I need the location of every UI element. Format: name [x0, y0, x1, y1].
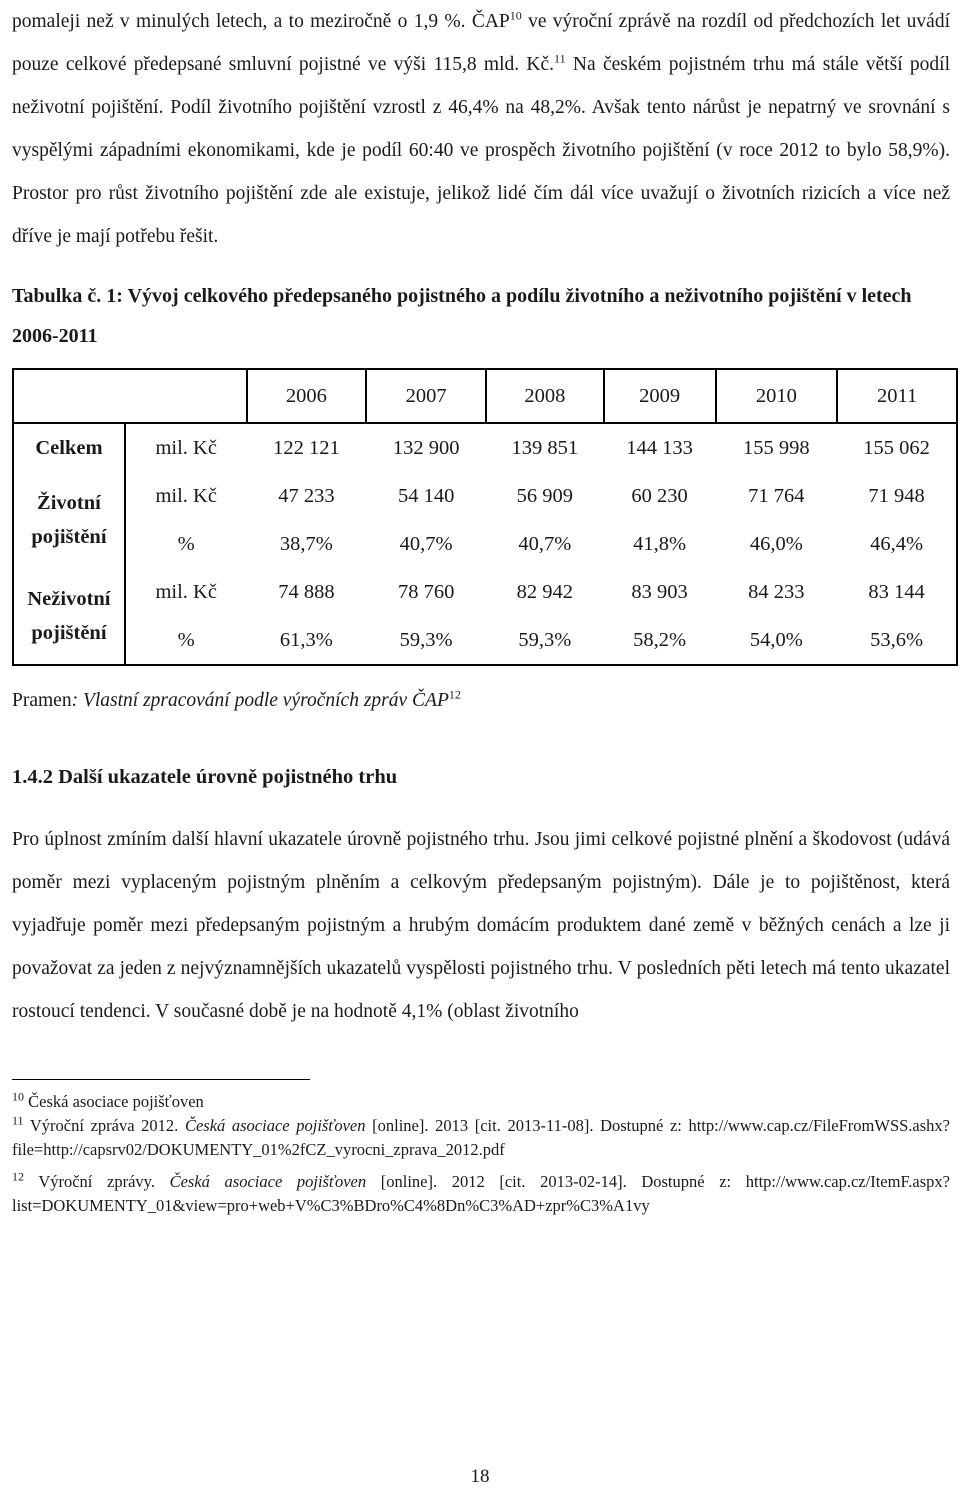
table-source: [12, 686, 950, 716]
table-row: [13, 423, 957, 472]
year-header: 2008: [486, 369, 604, 423]
footnote-ref-12[interactable]: 12: [448, 687, 461, 702]
value-cell: 139 851: [511, 436, 579, 459]
paragraph-text: ve výroční zprávě na rozdíl od předchozích let uvádí pouze celkové předepsané smluvní pojistné ve výši 115,8 mld. Kč.: [12, 11, 950, 75]
premium-table: [12, 368, 958, 666]
unit-cell: %: [125, 616, 247, 665]
value-cell: 41,8%: [633, 532, 687, 555]
value-cell: 46,4%: [837, 520, 957, 568]
value-cell: 82 942: [516, 580, 574, 603]
value-cell: 61,3%: [247, 616, 367, 665]
footnote-text: Výroční zpráva 2012.: [23, 1116, 185, 1135]
footnote-link[interactable]: [online]. 2012 [cit. 2013-02-14]. Dostupné z: http://www.cap.cz/ItemF.aspx?list=DOKUMENTY_01&view=pro+web+V%C3%BDro%C4%8Dn%C3%AD+zpr%C3%A1vy: [12, 1172, 950, 1215]
table-row: [13, 616, 957, 665]
value-cell: 59,3%: [486, 616, 604, 665]
value-cell: 40,7%: [399, 532, 453, 555]
footnote-text: Česká asociace pojišťoven: [24, 1092, 204, 1111]
footnote-11: [12, 1114, 950, 1162]
unit-cell: mil. Kč: [125, 423, 247, 472]
paragraph-text: Na českém pojistném trhu má stále větší podíl neživotní pojištění. Podíl životního pojištění vzrostl z 46,4% na 48,2%. Avšak tento nárůst je nepatrný ve srovnání s vyspělými západními ekonomikami, kde je podíl 60:40 ve prospěch životního pojištění (v roce 2012 to bylo 58,9%). Prostor pro růst životního pojištění zde ale existuje, jelikož lidé čím dál více uvažují o životních rizicích a více než dříve je mají potřebu řešit.: [12, 54, 950, 247]
value-cell: 60 230: [631, 484, 688, 507]
footnote-publisher: Česká asociace pojišťoven: [169, 1172, 367, 1191]
value-cell: 59,3%: [366, 616, 486, 665]
table-row: [13, 472, 957, 520]
footnote-link[interactable]: [online]. 2013 [cit. 2013-11-08]. Dostupné z: http://www.cap.cz/FileFromWSS.ashx?file=http://capsrv02/DOKUMENTY_01%2fCZ_vyrocni_zprava_2012.pdf: [12, 1116, 950, 1159]
footnote-ref-11[interactable]: 11: [554, 51, 566, 66]
value-cell: 38,7%: [279, 532, 333, 555]
value-cell: 56 909: [516, 484, 574, 507]
value-cell: 71 764: [748, 484, 805, 507]
row-label-zivotni: Životní pojištění: [13, 472, 125, 568]
table-caption: Tabulka č. 1: Vývoj celkového předepsaného pojistného a podílu životního a neživotního pojištění v letech 2006-2011: [12, 285, 912, 347]
value-cell: 155 062: [837, 423, 957, 472]
footnote-separator: [12, 1079, 310, 1080]
year-header: 2007: [366, 369, 486, 423]
row-label-nezivotni: Neživotní pojištění: [13, 568, 125, 665]
value-cell: 54,0%: [716, 616, 838, 665]
value-cell: 83 144: [837, 568, 957, 616]
paragraph-market-share: [12, 0, 950, 258]
unit-cell: %: [125, 520, 247, 568]
footnote-10: [12, 1090, 950, 1114]
table-row: [13, 520, 957, 568]
year-header: 2006: [247, 369, 367, 423]
value-cell: 155 998: [743, 436, 810, 459]
table-header-row: [13, 369, 957, 423]
year-header: 2009: [604, 369, 716, 423]
footnote-text: Výroční zprávy.: [24, 1172, 170, 1191]
value-cell: 47 233: [278, 484, 335, 507]
row-label-celkem: Celkem: [13, 423, 125, 472]
table-row: [13, 568, 957, 616]
value-cell: 58,2%: [604, 616, 716, 665]
source-text: : Vlastní zpracování podle výročních zpráv ČAP: [71, 690, 449, 711]
page-number: 18: [470, 1466, 490, 1487]
paragraph-indicators: Pro úplnost zmíním další hlavní ukazatele úrovně pojistného trhu. Jsou jimi celkové pojistné plnění a škodovost (udává poměr mezi vyplaceným pojistným plněním a celkovým předepsaným pojistným). Dále je to pojištěnost, která vyjadřuje poměr mezi předepsaným pojistným a hrubým domácím produktem dané země v běžných cenách a lze ji považovat za jeden z nejvýznamnějších ukazatelů vyspělosti pojistného trhu. V posledních pěti letech má tento ukazatel rostoucí tendenci. V současné době je na hodnotě 4,1% (oblast životního: [12, 829, 950, 1022]
value-cell: 84 233: [748, 580, 805, 603]
paragraph-text: pomaleji než v minulých letech, a to meziročně o 1,9 %. ČAP: [12, 11, 510, 32]
value-cell: 74 888: [278, 580, 335, 603]
year-header: 2010: [716, 369, 838, 423]
footnote-number: 12: [12, 1169, 24, 1184]
value-cell: 54 140: [397, 484, 455, 507]
value-cell: 144 133: [626, 436, 693, 459]
section-heading: 1.4.2 Další ukazatele úrovně pojistného trhu: [12, 766, 398, 788]
unit-cell: mil. Kč: [125, 472, 247, 520]
footnote-number: 11: [12, 1113, 24, 1128]
year-header: 2011: [837, 369, 957, 423]
value-cell: 122 121: [273, 436, 340, 459]
source-label: Pramen: [12, 690, 72, 711]
value-cell: 40,7%: [518, 532, 572, 555]
value-cell: 132 900: [392, 436, 460, 459]
footnote-12: [12, 1170, 950, 1218]
footnote-publisher: Česká asociace pojišťoven: [184, 1116, 366, 1135]
value-cell: 53,6%: [837, 616, 957, 665]
value-cell: 78 760: [397, 580, 455, 603]
footnote-ref-10[interactable]: 10: [509, 8, 522, 23]
unit-cell: mil. Kč: [125, 568, 247, 616]
value-cell: 83 903: [631, 580, 688, 603]
footnote-number: 10: [12, 1089, 24, 1104]
document-page: [12, 0, 950, 1218]
value-cell: 46,0%: [749, 532, 803, 555]
value-cell: 71 948: [837, 472, 957, 520]
